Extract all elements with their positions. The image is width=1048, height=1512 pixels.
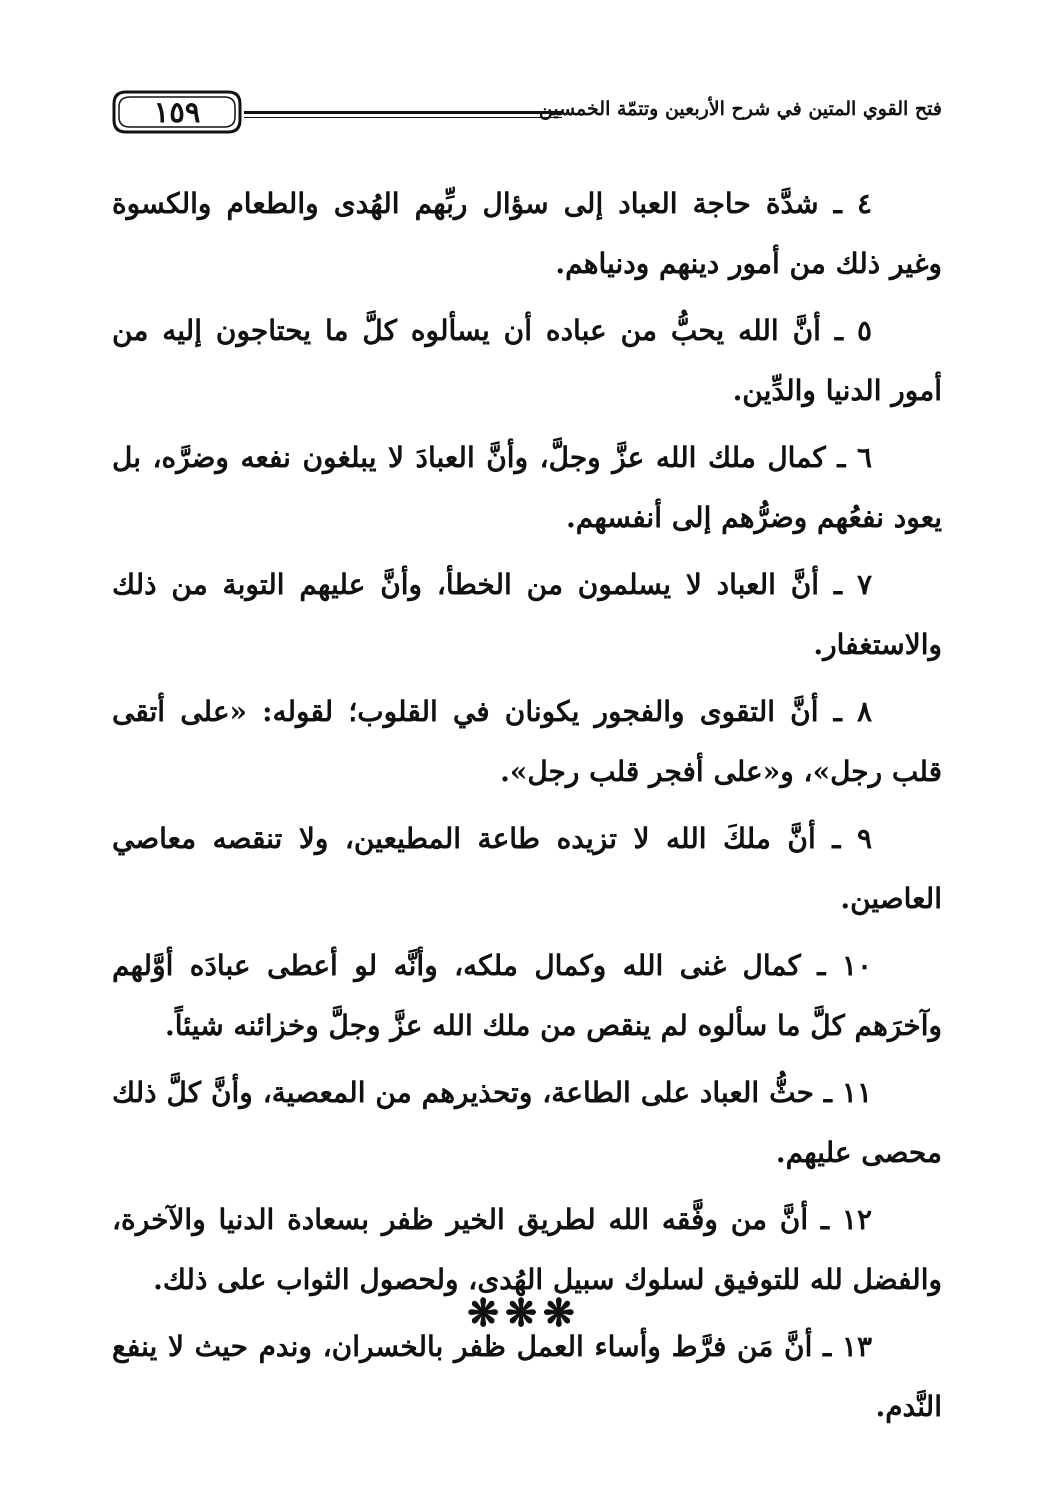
list-item: ٨ ـ أنَّ التقوى والفجور يكونان في القلوب؛ لقوله: «على أتقى قلب رجل»، و«على أفجر قلب رجل». — [112, 695, 942, 788]
list-item: ٩ ـ أنَّ ملكَ الله لا تزيده طاعة المطيعين، ولا تنقصه معاصي العاصين. — [112, 822, 942, 915]
body-text — [112, 174, 942, 1444]
list-item: ٥ ـ أنَّ الله يحبُّ من عباده أن يسألوه كلَّ ما يحتاجون إليه من أمور الدنيا والدِّين. — [112, 314, 942, 407]
list-item: ١٢ ـ أنَّ من وفَّقه الله لطريق الخير ظفر بسعادة الدنيا والآخرة، والفضل لله للتوفيق لسلوك سبيل الهُدى، ولحصول الثواب على ذلك. — [112, 1203, 942, 1296]
page-number: ١٥٩ — [153, 95, 201, 129]
list-item: ١٠ ـ كمال غنى الله وكمال ملكه، وأنَّه لو أعطى عبادَه أوَّلهم وآخرَهم كلَّ ما سألوه لم ينقص من ملك الله عزَّ وجلَّ وخزائنه شيئاً. — [112, 949, 942, 1042]
list-item: ٤ ـ شدَّة حاجة العباد إلى سؤال ربِّهم الهُدى والطعام والكسوة وغير ذلك من أمور دينهم ودنياهم. — [112, 187, 942, 280]
page-number-frame — [112, 90, 242, 134]
book-title: فتح القوي المتين في شرح الأربعين وتتمّة الخمسين — [538, 98, 942, 120]
page-header — [112, 84, 942, 144]
header-rule — [244, 111, 562, 118]
list-item: ٧ ـ أنَّ العباد لا يسلمون من الخطأ، وأنَّ عليهم التوبة من ذلك والاستغفار. — [112, 568, 942, 661]
list-item: ٦ ـ كمال ملك الله عزَّ وجلَّ، وأنَّ العبادَ لا يبلغون نفعه وضرَّه، بل يعود نفعُهم وضرُّهم إلى أنفسهم. — [112, 441, 942, 534]
section-separator: ❋❋❋ — [467, 1290, 581, 1335]
list-item: ١١ ـ حثُّ العباد على الطاعة، وتحذيرهم من المعصية، وأنَّ كلَّ ذلك محصى عليهم. — [112, 1076, 942, 1169]
list-item: ١٣ ـ أنَّ مَن فرَّط وأساء العمل ظفر بالخسران، وندم حيث لا ينفع النَّدم. — [112, 1330, 942, 1423]
